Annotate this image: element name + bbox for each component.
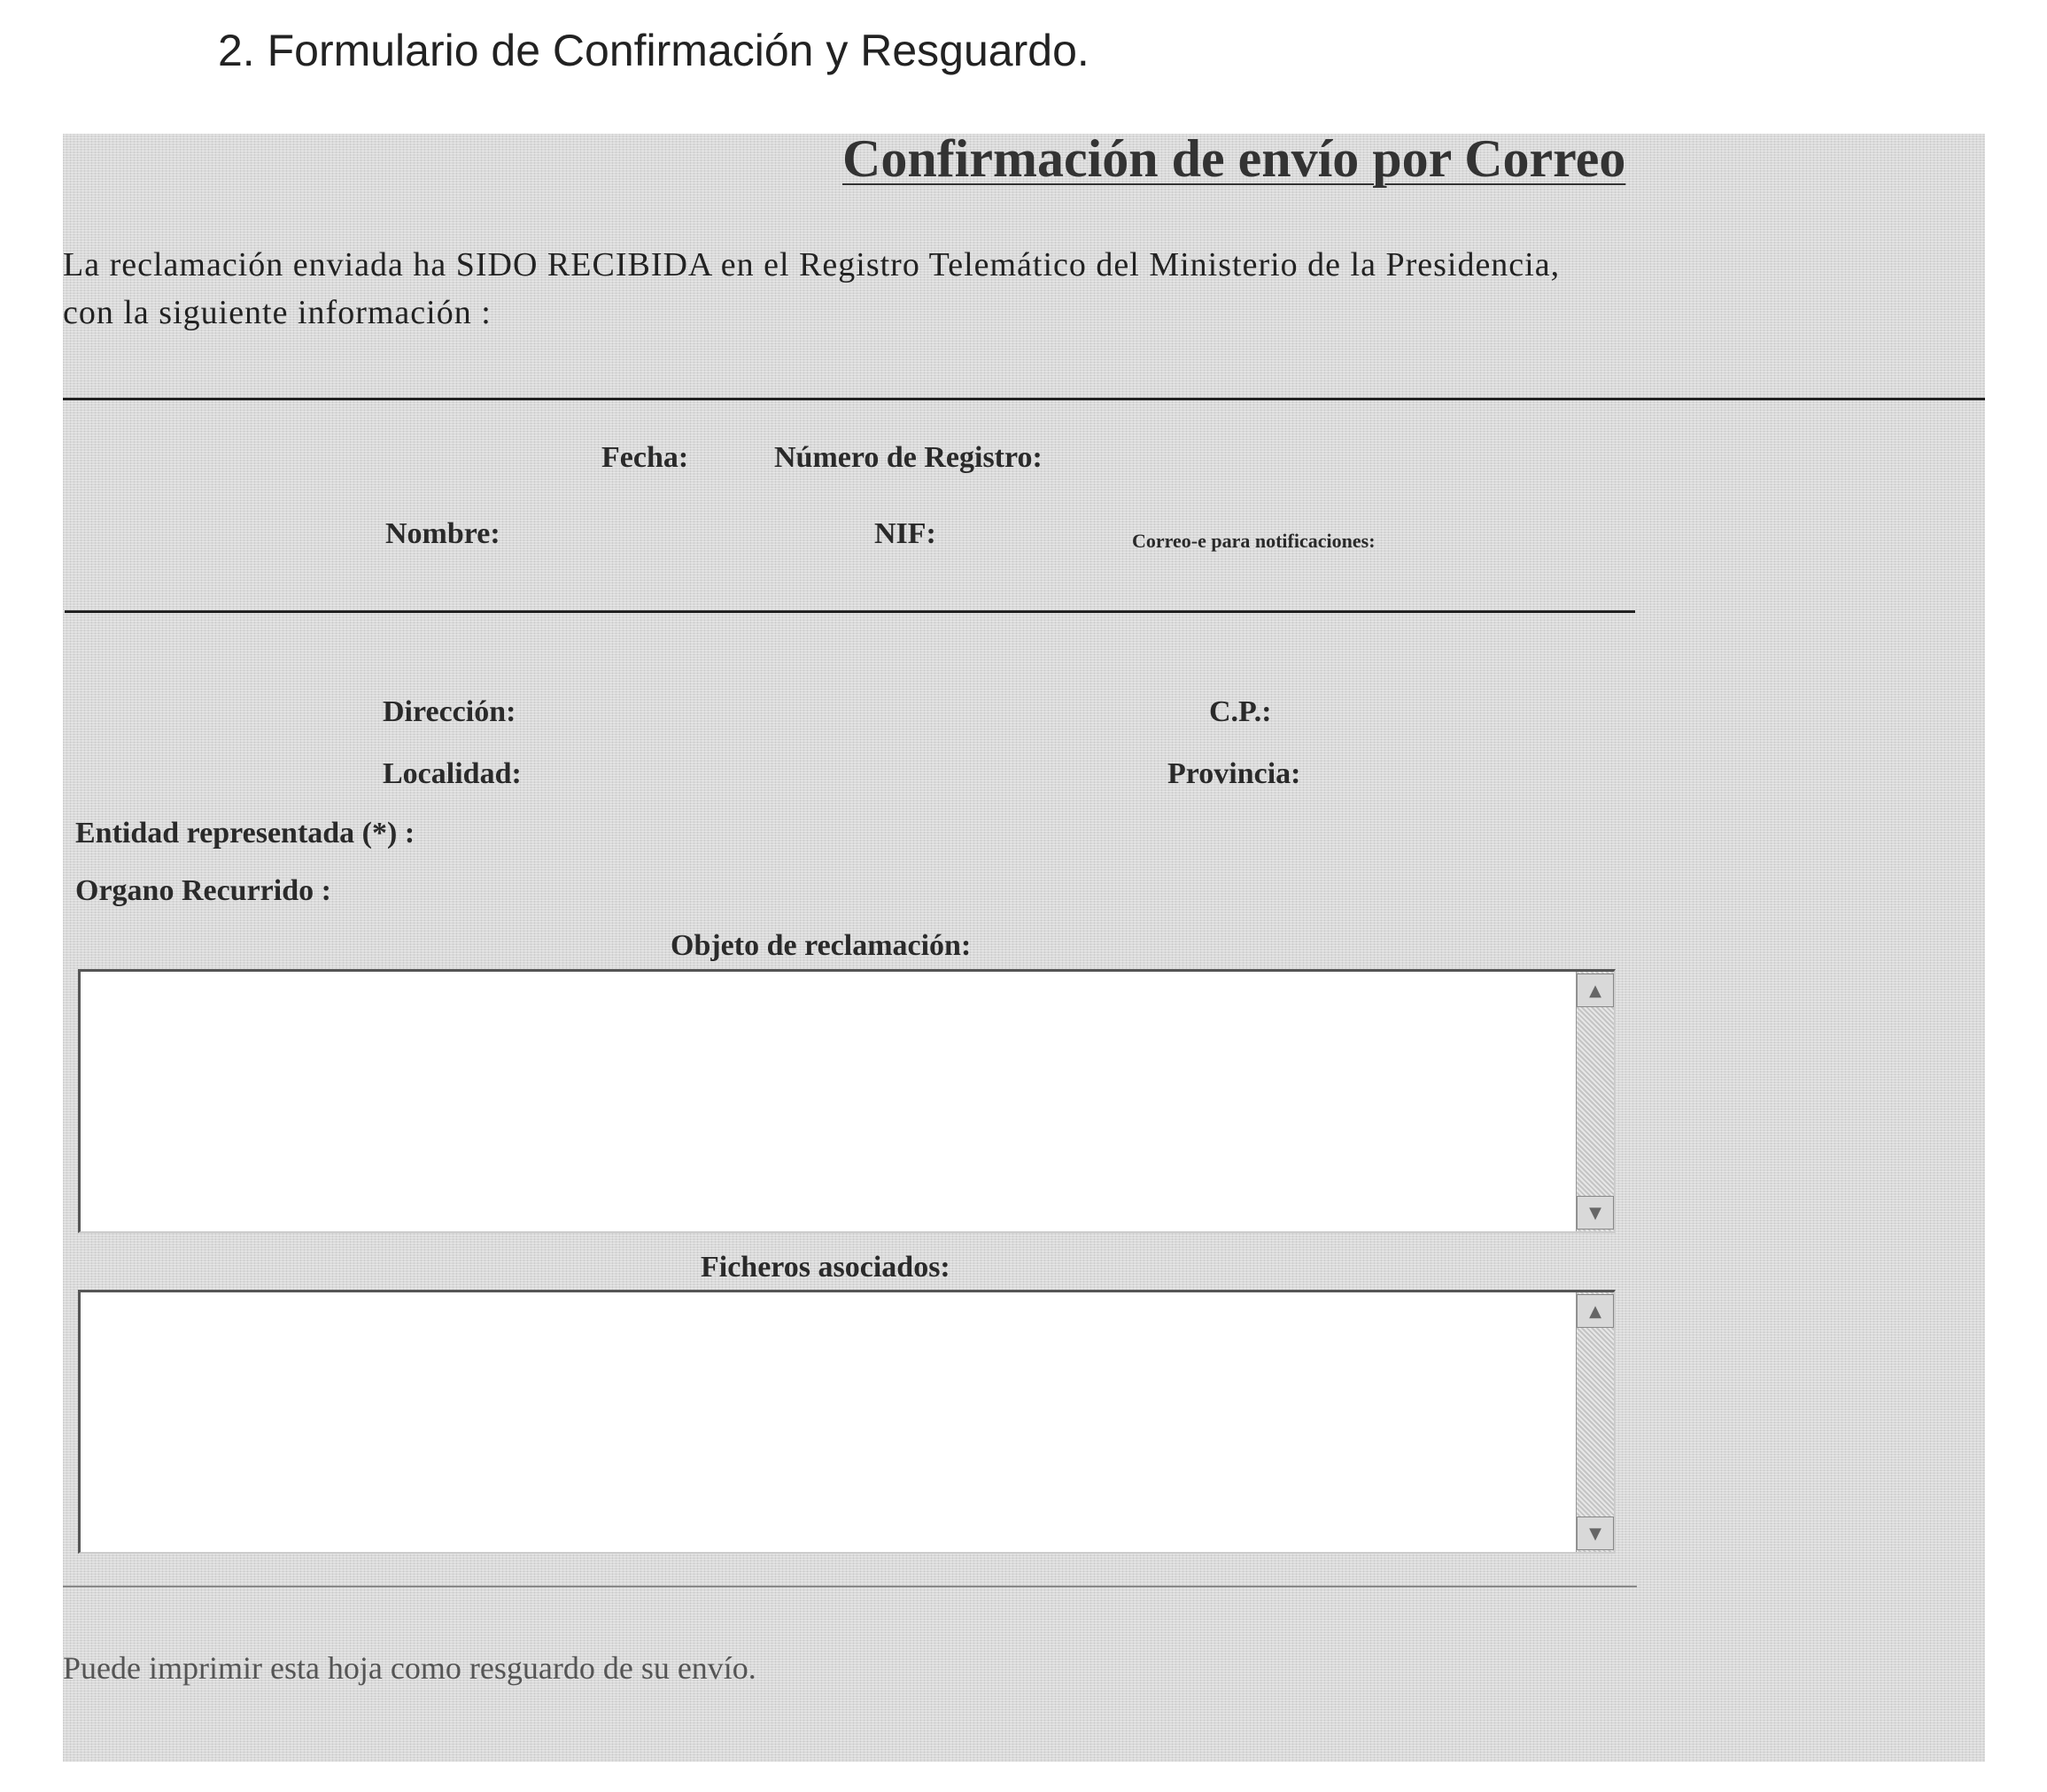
scroll-up-arrow-icon[interactable]: ▲ [1577, 1294, 1614, 1328]
localidad-label: Localidad: [383, 757, 522, 790]
top-divider [63, 398, 1985, 400]
numero-registro-label: Número de Registro: [774, 441, 1043, 474]
direccion-label: Dirección: [383, 695, 516, 728]
intro-line-2: con la siguiente información : [63, 294, 492, 331]
page-title: Confirmación de envío por Correo [842, 134, 1626, 188]
intro-line-1: La reclamación enviada ha SIDO RECIBIDA en el Registro Telemático del Ministerio de la Presidencia, [63, 246, 1561, 283]
nombre-label: Nombre: [385, 517, 500, 550]
provincia-label: Provincia: [1167, 757, 1301, 790]
objeto-textarea[interactable] [78, 969, 1616, 1233]
ficheros-scrollbar[interactable] [1576, 1292, 1614, 1552]
organo-label: Organo Recurrido : [75, 874, 331, 907]
fecha-label: Fecha: [601, 441, 689, 474]
section-heading: 2. Formulario de Confirmación y Resguardo. [218, 26, 1089, 75]
objeto-scrollbar[interactable] [1576, 972, 1614, 1231]
objeto-label: Objeto de reclamación: [671, 929, 972, 962]
scroll-up-arrow-icon[interactable]: ▲ [1577, 974, 1614, 1007]
correo-label: Correo-e para notificaciones: [1132, 530, 1376, 552]
intro-text [63, 241, 1560, 337]
cp-label: C.P.: [1209, 695, 1272, 728]
scroll-down-arrow-icon[interactable]: ▼ [1577, 1196, 1614, 1230]
ficheros-textarea[interactable] [78, 1290, 1616, 1554]
nif-label: NIF: [874, 517, 936, 550]
entidad-label: Entidad representada (*) : [75, 817, 415, 849]
ficheros-label: Ficheros asociados: [701, 1251, 950, 1284]
bottom-divider [63, 1586, 1637, 1587]
scroll-down-arrow-icon[interactable]: ▼ [1577, 1517, 1614, 1550]
confirmation-page [63, 134, 1985, 1762]
middle-divider [65, 610, 1635, 613]
footer-note: Puede imprimir esta hoja como resguardo de su envío. [63, 1650, 756, 1686]
